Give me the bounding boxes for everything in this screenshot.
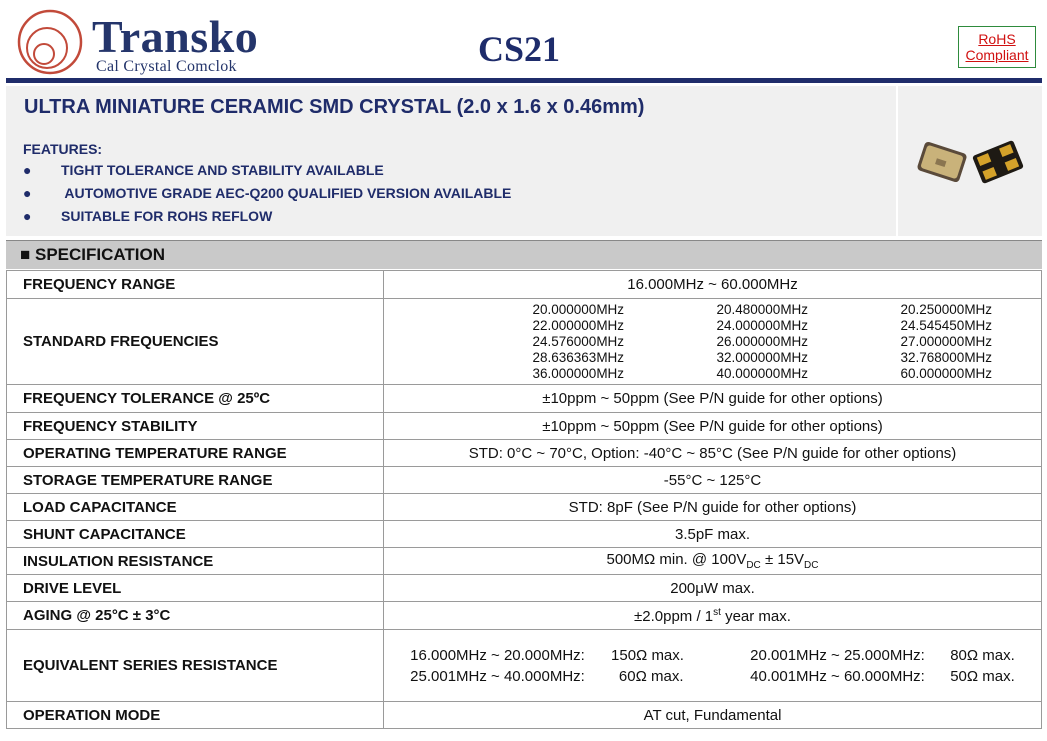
rohs-line-1: RoHS [978, 31, 1016, 47]
row-label: SHUNT CAPACITANCE [7, 521, 384, 548]
table-row [7, 575, 1042, 602]
specification-table [6, 270, 1042, 729]
esr-grid [384, 645, 1041, 687]
rohs-line-2: Compliant [965, 47, 1029, 63]
table-row [7, 385, 1042, 413]
row-value: STD: 8pF (See P/N guide for other options) [384, 494, 1042, 521]
product-photo [898, 86, 1042, 236]
frequency-item: 40.000000MHz [716, 365, 809, 381]
frequency-item: 26.000000MHz [716, 333, 809, 349]
row-label: OPERATING TEMPERATURE RANGE [7, 440, 384, 467]
row-value: 500MΩ min. @ $100V_{DC} \pm 15V_{DC}$ [384, 548, 1042, 575]
brand-name: Transko [92, 11, 259, 62]
table-row [7, 413, 1042, 440]
table-row [7, 630, 1042, 702]
frequency-item: 60.000000MHz [900, 365, 993, 381]
table-row [7, 521, 1042, 548]
row-value: 16.000MHz ~ 60.000MHz [384, 271, 1042, 299]
table-row [7, 467, 1042, 494]
feature-item: ● AUTOMOTIVE GRADE AEC-Q200 QUALIFIED VERSION AVAILABLE [23, 185, 512, 201]
part-number: CS21 [478, 29, 561, 69]
intro-panel [6, 86, 896, 236]
row-label: FREQUENCY STABILITY [7, 413, 384, 440]
table-row [7, 702, 1042, 729]
row-value: ±2.0ppm / 1st year max. [384, 602, 1042, 630]
feature-item: ● TIGHT TOLERANCE AND STABILITY AVAILABLE [23, 162, 384, 178]
specification-header [6, 240, 1042, 269]
frequency-item: 24.576000MHz [532, 333, 625, 349]
frequency-item: 24.545450MHz [900, 317, 993, 333]
product-title: ULTRA MINIATURE CERAMIC SMD CRYSTAL (2.0 x 1.6 x 0.46mm) [24, 96, 645, 118]
crystal-chips-icon [898, 86, 1042, 236]
row-value: STD: 0°C ~ 70°C, Option: -40°C ~ 85°C (See P/N guide for other options) [384, 440, 1042, 467]
feature-item: ● SUITABLE FOR ROHS REFLOW [23, 208, 273, 224]
table-row [7, 299, 1042, 385]
frequency-item: 32.000000MHz [716, 349, 809, 365]
esr-range: 25.001MHz ~ 40.000MHz: [410, 667, 585, 685]
frequency-item: 20.480000MHz [716, 301, 809, 317]
brand-subtitle: Cal Crystal Comclok [96, 58, 237, 75]
frequency-item: 20.250000MHz [900, 301, 993, 317]
esr-range: 16.000MHz ~ 20.000MHz: [410, 646, 585, 664]
esr-value: 150Ω max. [611, 646, 684, 664]
esr-range: 40.001MHz ~ 60.000MHz: [750, 667, 925, 685]
rohs-badge[interactable] [958, 26, 1036, 68]
bullet-icon: ● [23, 185, 32, 201]
esr-value: 50Ω max. [950, 667, 1015, 685]
frequency-item: 28.636363MHz [532, 349, 625, 365]
row-label: OPERATION MODE [7, 702, 384, 729]
specification-title: ■ SPECIFICATION [20, 245, 166, 264]
table-row [7, 271, 1042, 299]
row-label: FREQUENCY RANGE [7, 271, 384, 299]
row-label: STORAGE TEMPERATURE RANGE [7, 467, 384, 494]
frequency-item: 36.000000MHz [532, 365, 625, 381]
table-row [7, 602, 1042, 630]
row-label: LOAD CAPACITANCE [7, 494, 384, 521]
frequency-item: 20.000000MHz [532, 301, 625, 317]
table-row [7, 494, 1042, 521]
bullet-icon: ● [23, 162, 32, 178]
row-value: 200μW max. [384, 575, 1042, 602]
header-divider [6, 78, 1042, 83]
row-value: -55°C ~ 125°C [384, 467, 1042, 494]
row-label: EQUIVALENT SERIES RESISTANCE [7, 630, 384, 702]
row-label: FREQUENCY TOLERANCE @ 25ºC [7, 385, 384, 413]
row-value: AT cut, Fundamental [384, 702, 1042, 729]
frequency-item: 24.000000MHz [716, 317, 809, 333]
esr-value: 80Ω max. [950, 646, 1015, 664]
frequency-item: 32.768000MHz [900, 349, 993, 365]
row-label: INSULATION RESISTANCE [7, 548, 384, 575]
company-logo [14, 8, 284, 76]
table-row [7, 548, 1042, 575]
row-label: DRIVE LEVEL [7, 575, 384, 602]
esr-value: 60Ω max. [618, 667, 684, 685]
row-label: STANDARD FREQUENCIES [7, 299, 384, 385]
row-label: AGING @ 25°C ± 3°C [7, 602, 384, 630]
bullet-icon: ● [23, 208, 32, 224]
frequency-item: 22.000000MHz [532, 317, 625, 333]
row-value [384, 630, 1042, 702]
features-heading: FEATURES: [23, 141, 103, 157]
row-value: 3.5pF max. [384, 521, 1042, 548]
standard-frequency-grid [384, 302, 1041, 382]
esr-range: 20.001MHz ~ 25.000MHz: [750, 646, 925, 664]
frequency-item: 27.000000MHz [900, 333, 993, 349]
logo-rings-icon [14, 8, 90, 76]
row-value: ±10ppm ~ 50ppm (See P/N guide for other options) [384, 413, 1042, 440]
table-row [7, 440, 1042, 467]
row-value [384, 299, 1042, 385]
row-value: ±10ppm ~ 50ppm (See P/N guide for other options) [384, 385, 1042, 413]
